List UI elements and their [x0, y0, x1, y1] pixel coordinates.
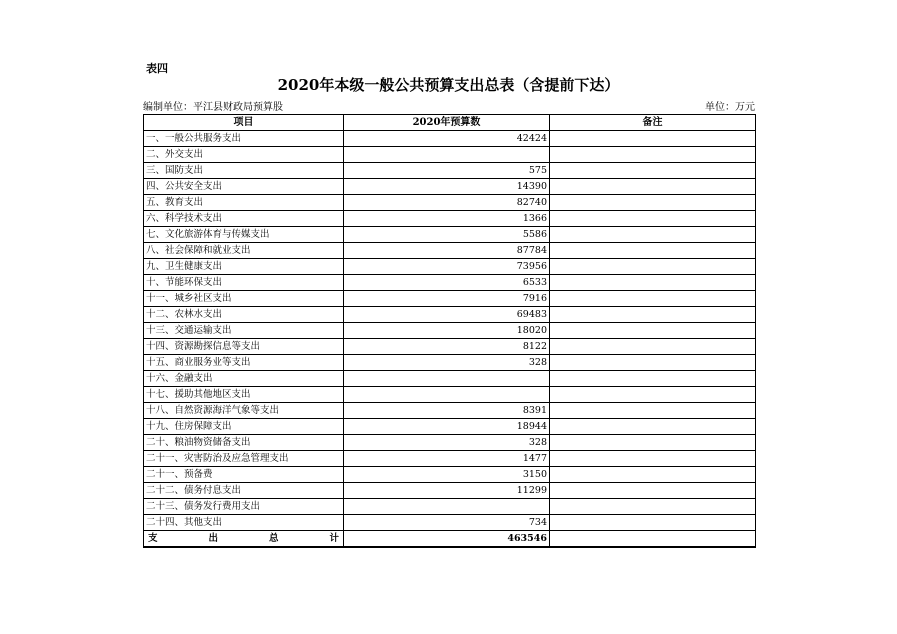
row-note-cell — [550, 387, 756, 403]
row-note-cell — [550, 211, 756, 227]
row-item-cell: 四、公共安全支出 — [144, 179, 344, 195]
row-note-cell — [550, 291, 756, 307]
row-note-cell — [550, 147, 756, 163]
row-item-cell: 十、节能环保支出 — [144, 275, 344, 291]
table-row — [144, 515, 756, 531]
row-note-cell — [550, 403, 756, 419]
row-item-cell: 十四、资源勘探信息等支出 — [144, 339, 344, 355]
total-row — [144, 531, 756, 548]
row-item-cell: 十七、援助其他地区支出 — [144, 387, 344, 403]
row-item-cell: 五、教育支出 — [144, 195, 344, 211]
row-note-cell — [550, 227, 756, 243]
row-note-cell — [550, 483, 756, 499]
table-row — [144, 323, 756, 339]
table-row — [144, 211, 756, 227]
header-budget: 2020年预算数 — [344, 115, 550, 131]
row-note-cell — [550, 307, 756, 323]
row-item-cell: 十五、商业服务业等支出 — [144, 355, 344, 371]
row-value-cell: 7916 — [344, 291, 550, 307]
row-value-cell: 6533 — [344, 275, 550, 291]
table-row — [144, 163, 756, 179]
row-value-cell: 11299 — [344, 483, 550, 499]
row-note-cell — [550, 499, 756, 515]
row-note-cell — [550, 451, 756, 467]
table-row — [144, 499, 756, 515]
table-row — [144, 355, 756, 371]
table-row — [144, 291, 756, 307]
currency-unit: 单位：万元 — [705, 102, 755, 113]
row-note-cell — [550, 323, 756, 339]
total-label-cell — [144, 531, 344, 548]
row-value-cell: 328 — [344, 355, 550, 371]
row-item-cell: 十九、住房保障支出 — [144, 419, 344, 435]
row-note-cell — [550, 243, 756, 259]
table-row — [144, 195, 756, 211]
table-row — [144, 419, 756, 435]
total-label-char: 支 — [148, 533, 158, 544]
table-row — [144, 227, 756, 243]
row-value-cell — [344, 371, 550, 387]
row-note-cell — [550, 419, 756, 435]
row-value-cell: 18944 — [344, 419, 550, 435]
table-row — [144, 387, 756, 403]
row-item-cell: 二十二、债务付息支出 — [144, 483, 344, 499]
row-note-cell — [550, 355, 756, 371]
row-value-cell: 1477 — [344, 451, 550, 467]
row-note-cell — [550, 371, 756, 387]
row-value-cell: 734 — [344, 515, 550, 531]
row-note-cell — [550, 163, 756, 179]
row-item-cell: 二十四、其他支出 — [144, 515, 344, 531]
table-row — [144, 403, 756, 419]
total-label-char: 计 — [329, 533, 339, 544]
row-item-cell: 二十、粮油物资储备支出 — [144, 435, 344, 451]
row-note-cell — [550, 515, 756, 531]
row-item-cell: 十八、自然资源海洋气象等支出 — [144, 403, 344, 419]
row-value-cell: 42424 — [344, 131, 550, 147]
total-value-cell: 463546 — [344, 531, 550, 548]
row-note-cell — [550, 467, 756, 483]
table-row — [144, 451, 756, 467]
table-row — [144, 339, 756, 355]
row-value-cell: 8391 — [344, 403, 550, 419]
table-row — [144, 147, 756, 163]
table-row — [144, 307, 756, 323]
row-value-cell — [344, 387, 550, 403]
table-row — [144, 435, 756, 451]
table-row — [144, 179, 756, 195]
row-value-cell: 3150 — [344, 467, 550, 483]
row-value-cell — [344, 147, 550, 163]
row-value-cell: 73956 — [344, 259, 550, 275]
row-item-cell: 三、国防支出 — [144, 163, 344, 179]
meta-row — [143, 98, 755, 113]
budget-table — [143, 114, 756, 548]
row-item-cell: 二十三、债务发行费用支出 — [144, 499, 344, 515]
table-row — [144, 259, 756, 275]
table-row — [144, 275, 756, 291]
row-note-cell — [550, 259, 756, 275]
row-note-cell — [550, 275, 756, 291]
total-note-cell — [550, 531, 756, 548]
row-value-cell: 575 — [344, 163, 550, 179]
row-item-cell: 二、外交支出 — [144, 147, 344, 163]
row-value-cell: 8122 — [344, 339, 550, 355]
row-item-cell: 十二、农林水支出 — [144, 307, 344, 323]
table-row — [144, 483, 756, 499]
row-item-cell: 六、科学技术支出 — [144, 211, 344, 227]
table-header-row — [144, 115, 756, 131]
row-note-cell — [550, 179, 756, 195]
table-number: 表四 — [146, 62, 168, 75]
row-item-cell: 二十一、灾害防治及应急管理支出 — [144, 451, 344, 467]
row-item-cell: 二十一、预备费 — [144, 467, 344, 483]
header-item: 项目 — [144, 115, 344, 131]
row-item-cell: 九、卫生健康支出 — [144, 259, 344, 275]
row-note-cell — [550, 131, 756, 147]
row-note-cell — [550, 435, 756, 451]
row-value-cell: 14390 — [344, 179, 550, 195]
row-value-cell: 1366 — [344, 211, 550, 227]
row-value-cell: 87784 — [344, 243, 550, 259]
table-row — [144, 131, 756, 147]
row-item-cell: 一、一般公共服务支出 — [144, 131, 344, 147]
row-value-cell: 18020 — [344, 323, 550, 339]
row-item-cell: 七、文化旅游体育与传媒支出 — [144, 227, 344, 243]
table-row — [144, 467, 756, 483]
table-body — [144, 131, 756, 548]
row-item-cell: 十一、城乡社区支出 — [144, 291, 344, 307]
row-value-cell — [344, 499, 550, 515]
header-note: 备注 — [550, 115, 756, 131]
row-item-cell: 十三、交通运输支出 — [144, 323, 344, 339]
row-value-cell: 328 — [344, 435, 550, 451]
table-row — [144, 243, 756, 259]
compiling-unit: 编制单位：平江县财政局预算股 — [143, 102, 283, 113]
row-value-cell: 82740 — [344, 195, 550, 211]
row-value-cell: 5586 — [344, 227, 550, 243]
row-note-cell — [550, 195, 756, 211]
document-title: 2020年本级一般公共预算支出总表（含提前下达） — [277, 76, 620, 94]
row-value-cell: 69483 — [344, 307, 550, 323]
row-item-cell: 八、社会保障和就业支出 — [144, 243, 344, 259]
row-note-cell — [550, 339, 756, 355]
table-row — [144, 371, 756, 387]
row-item-cell: 十六、金融支出 — [144, 371, 344, 387]
total-label-char: 总 — [268, 533, 279, 544]
total-label-char: 出 — [208, 533, 218, 544]
